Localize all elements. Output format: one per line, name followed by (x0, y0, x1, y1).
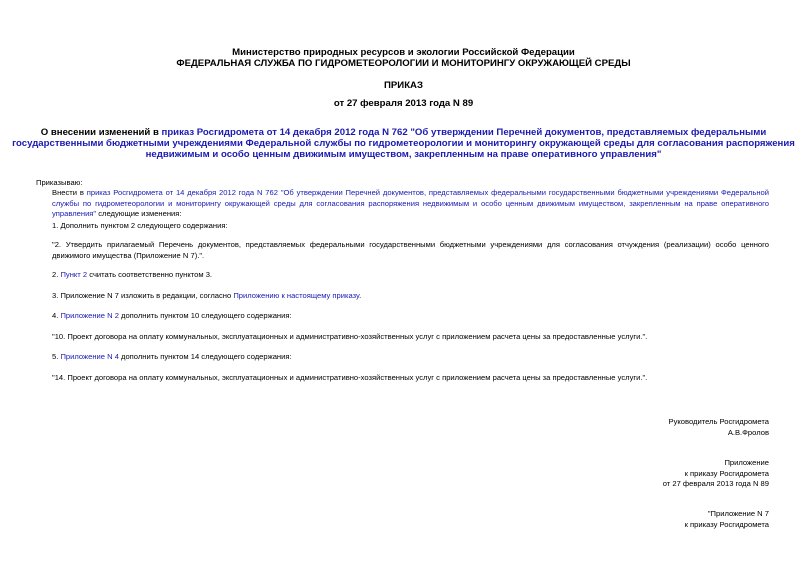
document-type: ПРИКАЗ (384, 80, 423, 91)
signature-name: А.В.Фролов (727, 428, 769, 437)
title-prefix: О внесении изменений в (40, 127, 162, 138)
title-line-1 (0, 127, 807, 138)
item-4-quote: "10. Проект договора на оплату коммунальных, эксплуатационных и административно-хозяйственных услуг с приложением расчета цены за предоставленные услуги.". (52, 332, 648, 341)
item-2 (52, 270, 769, 281)
order-word: Приказываю: (36, 178, 83, 187)
item-5-prefix: 5. (52, 352, 61, 361)
item-5-link[interactable]: Приложение N 4 (60, 352, 119, 361)
item-2-link[interactable]: Пункт 2 (60, 270, 88, 279)
item-1-quote: "2. Утвердить прилагаемый Перечень документов, представляемых федеральными государственными бюджетными учреждениями для согласования отчуждения (реализации) особо ценного движимого имущества (Приложение N 7).". (52, 240, 769, 260)
ministry-name: Министерство природных ресурсов и экологии Российской Федерации (232, 47, 575, 58)
item-5 (52, 352, 769, 363)
intro-suffix: следующие изменения: (96, 209, 182, 218)
title-order-link[interactable]: приказ Росгидромета от 14 декабря 2012 года N 762 "Об утверждении Перечней документов, представляемых федеральными (161, 127, 767, 138)
item-3-link[interactable]: Приложению к настоящему приказу (233, 291, 360, 300)
appendix-label: Приложение (724, 458, 769, 467)
item-4-prefix: 4. (52, 311, 61, 320)
service-name: ФЕДЕРАЛЬНАЯ СЛУЖБА ПО ГИДРОМЕТЕОРОЛОГИИ И МОНИТОРИНГУ ОКРУЖАЮЩЕЙ СРЕДЫ (176, 58, 631, 69)
intro-order-link[interactable]: приказ Росгидромета от 14 декабря 2012 года N 762 "Об утверждении Перечней документов, представляемых федеральными государственными бюджетными учреждениями Федеральной службы по гидрометеорологии и мониторингу окружающей среды для согласования распоряжения недвижимым и особо ценным движимым имуществом, закрепленным на праве оперативного управления" (52, 188, 769, 218)
annex-label: "Приложение N 7 (707, 509, 769, 518)
intro-paragraph (52, 188, 769, 220)
appendix-date: от 27 февраля 2013 года N 89 (662, 479, 769, 488)
title-line-2[interactable]: государственными бюджетными учреждениями Федеральной службы по гидрометеорологии и мониторингу окружающей среды для согласования распоряжения (12, 138, 795, 149)
title-line-3[interactable]: недвижимым и особо ценным движимым имуществом, закрепленным на праве оперативного управления" (145, 149, 662, 160)
item-2-suffix: считать соответственно пунктом 3. (87, 270, 213, 279)
item-2-prefix: 2. (52, 270, 61, 279)
item-5-quote: "14. Проект договора на оплату коммунальных, эксплуатационных и административно-хозяйственных услуг с приложением расчета цены за предоставленные услуги.". (52, 373, 648, 382)
document-date: от 27 февраля 2013 года N 89 (333, 98, 474, 109)
item-4 (52, 311, 769, 322)
item-1: 1. Дополнить пунктом 2 следующего содержания: (52, 221, 228, 230)
intro-prefix: Внести в (52, 188, 87, 197)
item-3-prefix: 3. Приложение N 7 изложить в редакции, согласно (52, 291, 234, 300)
item-4-suffix: дополнить пунктом 10 следующего содержания: (118, 311, 292, 320)
item-5-suffix: дополнить пунктом 14 следующего содержания: (118, 352, 292, 361)
annex-to-order: к приказу Росгидромета (684, 520, 769, 529)
signature-position: Руководитель Росгидромета (668, 417, 769, 426)
item-3 (52, 291, 769, 302)
item-3-suffix: . (359, 291, 362, 300)
appendix-to-order: к приказу Росгидромета (684, 469, 769, 478)
item-4-link[interactable]: Приложение N 2 (60, 311, 119, 320)
